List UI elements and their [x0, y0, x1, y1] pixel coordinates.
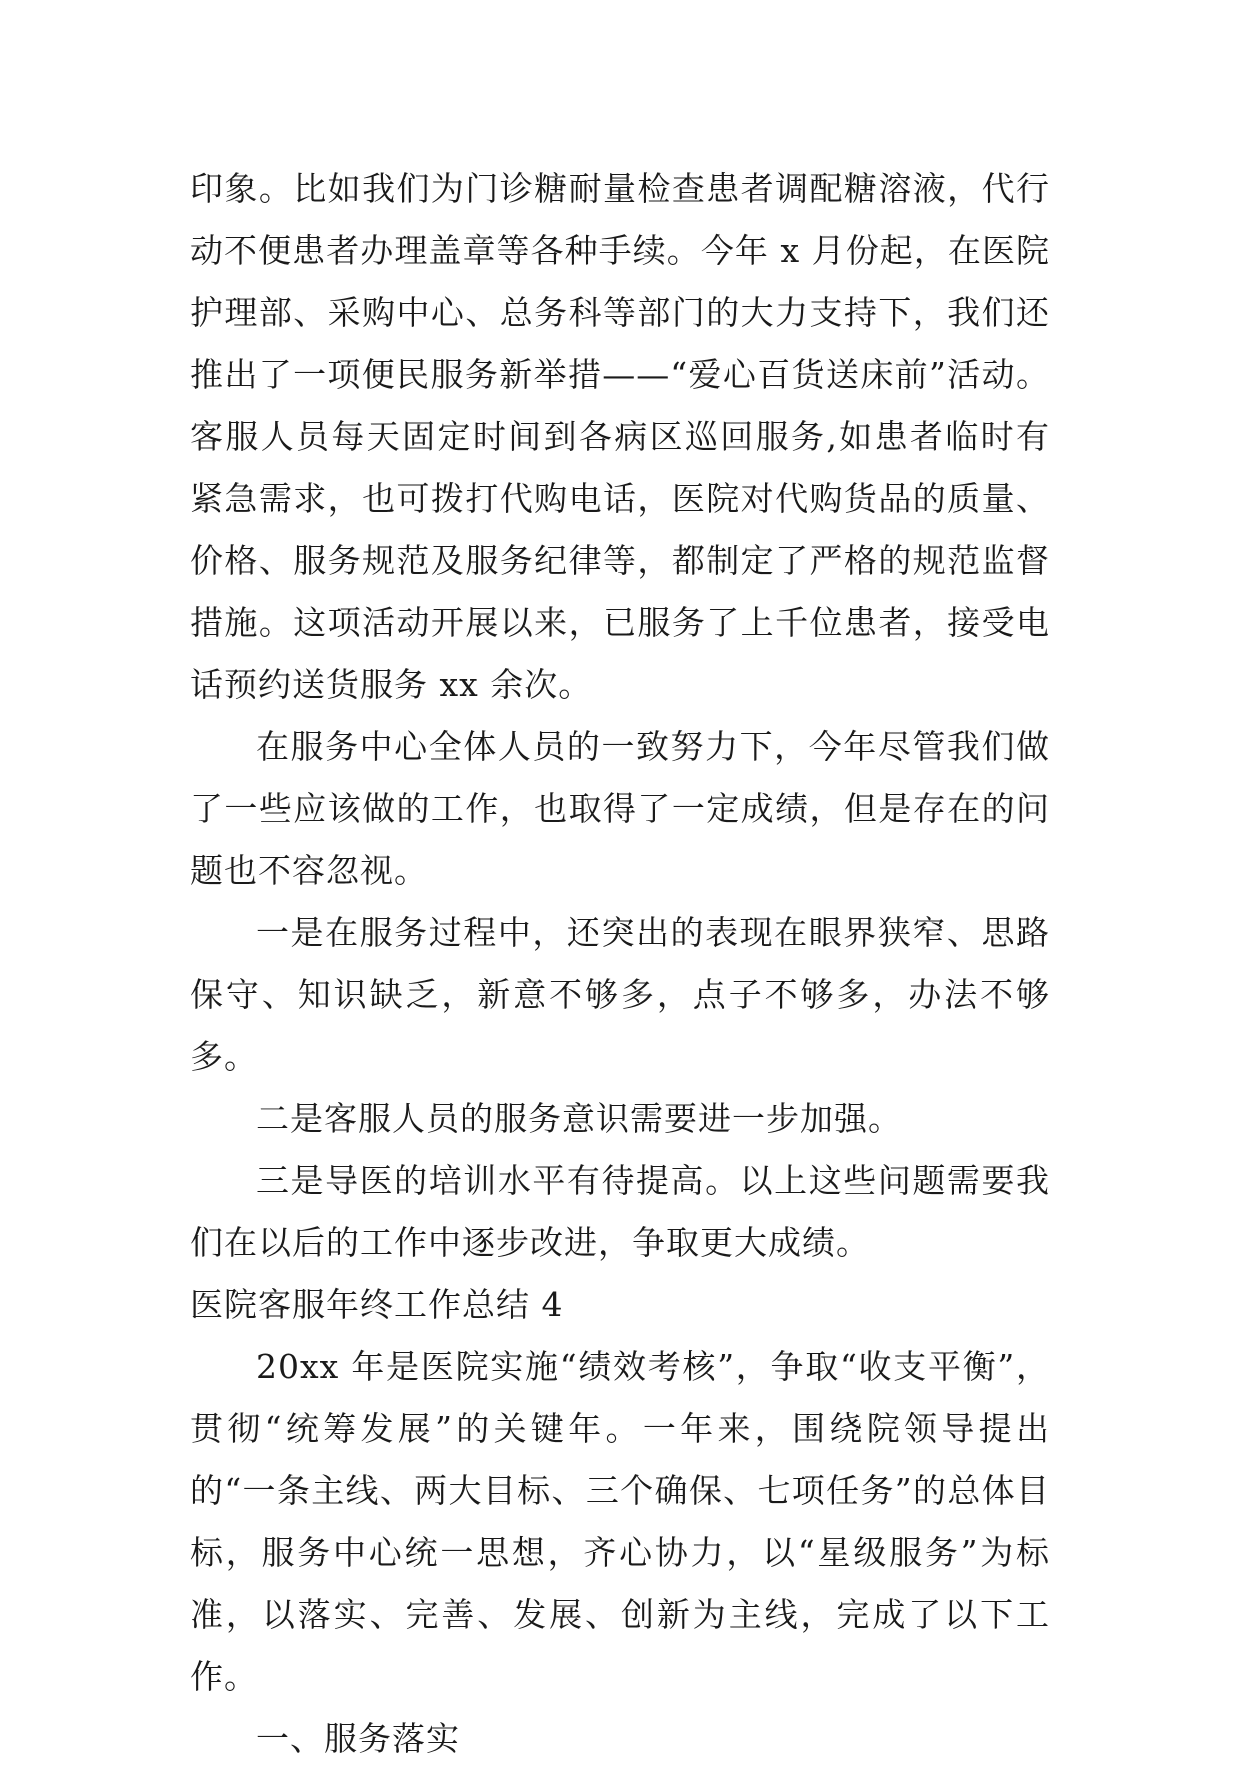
paragraph-section-intro: 20xx 年是医院实施“绩效考核”，争取“收支平衡”，贯彻“统筹发展”的关键年。一年来，围绕院领导提出的“一条主线、两大目标、三个确保、七项任务”的总体目标，服务中心统一思想，齐心协力，以“星级服务”为标准，以落实、完善、发展、创新为主线，完成了以下工作。	[190, 1347, 1050, 1696]
subsection-heading: 一、服务落实	[256, 1719, 460, 1758]
paragraph-continuation: 印象。比如我们为门诊糖耐量检查患者调配糖溶液，代行动不便患者办理盖章等各种手续。今年 x 月份起，在医院护理部、采购中心、总务科等部门的大力支持下，我们还推出了一项便民服务新举措——“爱心百货送床前”活动。客服人员每天固定时间到各病区巡回服务,如患者临时有紧急需求，也可拨打代购电话，医院对代购货品的质量、价格、服务规范及服务纪律等，都制定了严格的规范监督措施。这项活动开展以来，已服务了上千位患者，接受电话预约送货服务 xx 余次。	[190, 169, 1050, 704]
paragraph-problem-one: 一是在服务过程中，还突出的表现在眼界狭窄、思路保守、知识缺乏，新意不够多，点子不够多，办法不够多。	[190, 913, 1050, 1076]
document-page	[190, 158, 1050, 1770]
paragraph-problem-two: 二是客服人员的服务意识需要进一步加强。	[256, 1099, 902, 1138]
paragraph-problems-intro: 在服务中心全体人员的一致努力下，今年尽管我们做了一些应该做的工作，也取得了一定成绩，但是存在的问题也不容忽视。	[190, 727, 1050, 890]
section-title: 医院客服年终工作总结 4	[190, 1285, 564, 1324]
paragraph-problem-three: 三是导医的培训水平有待提高。以上这些问题需要我们在以后的工作中逐步改进，争取更大成绩。	[190, 1161, 1050, 1262]
